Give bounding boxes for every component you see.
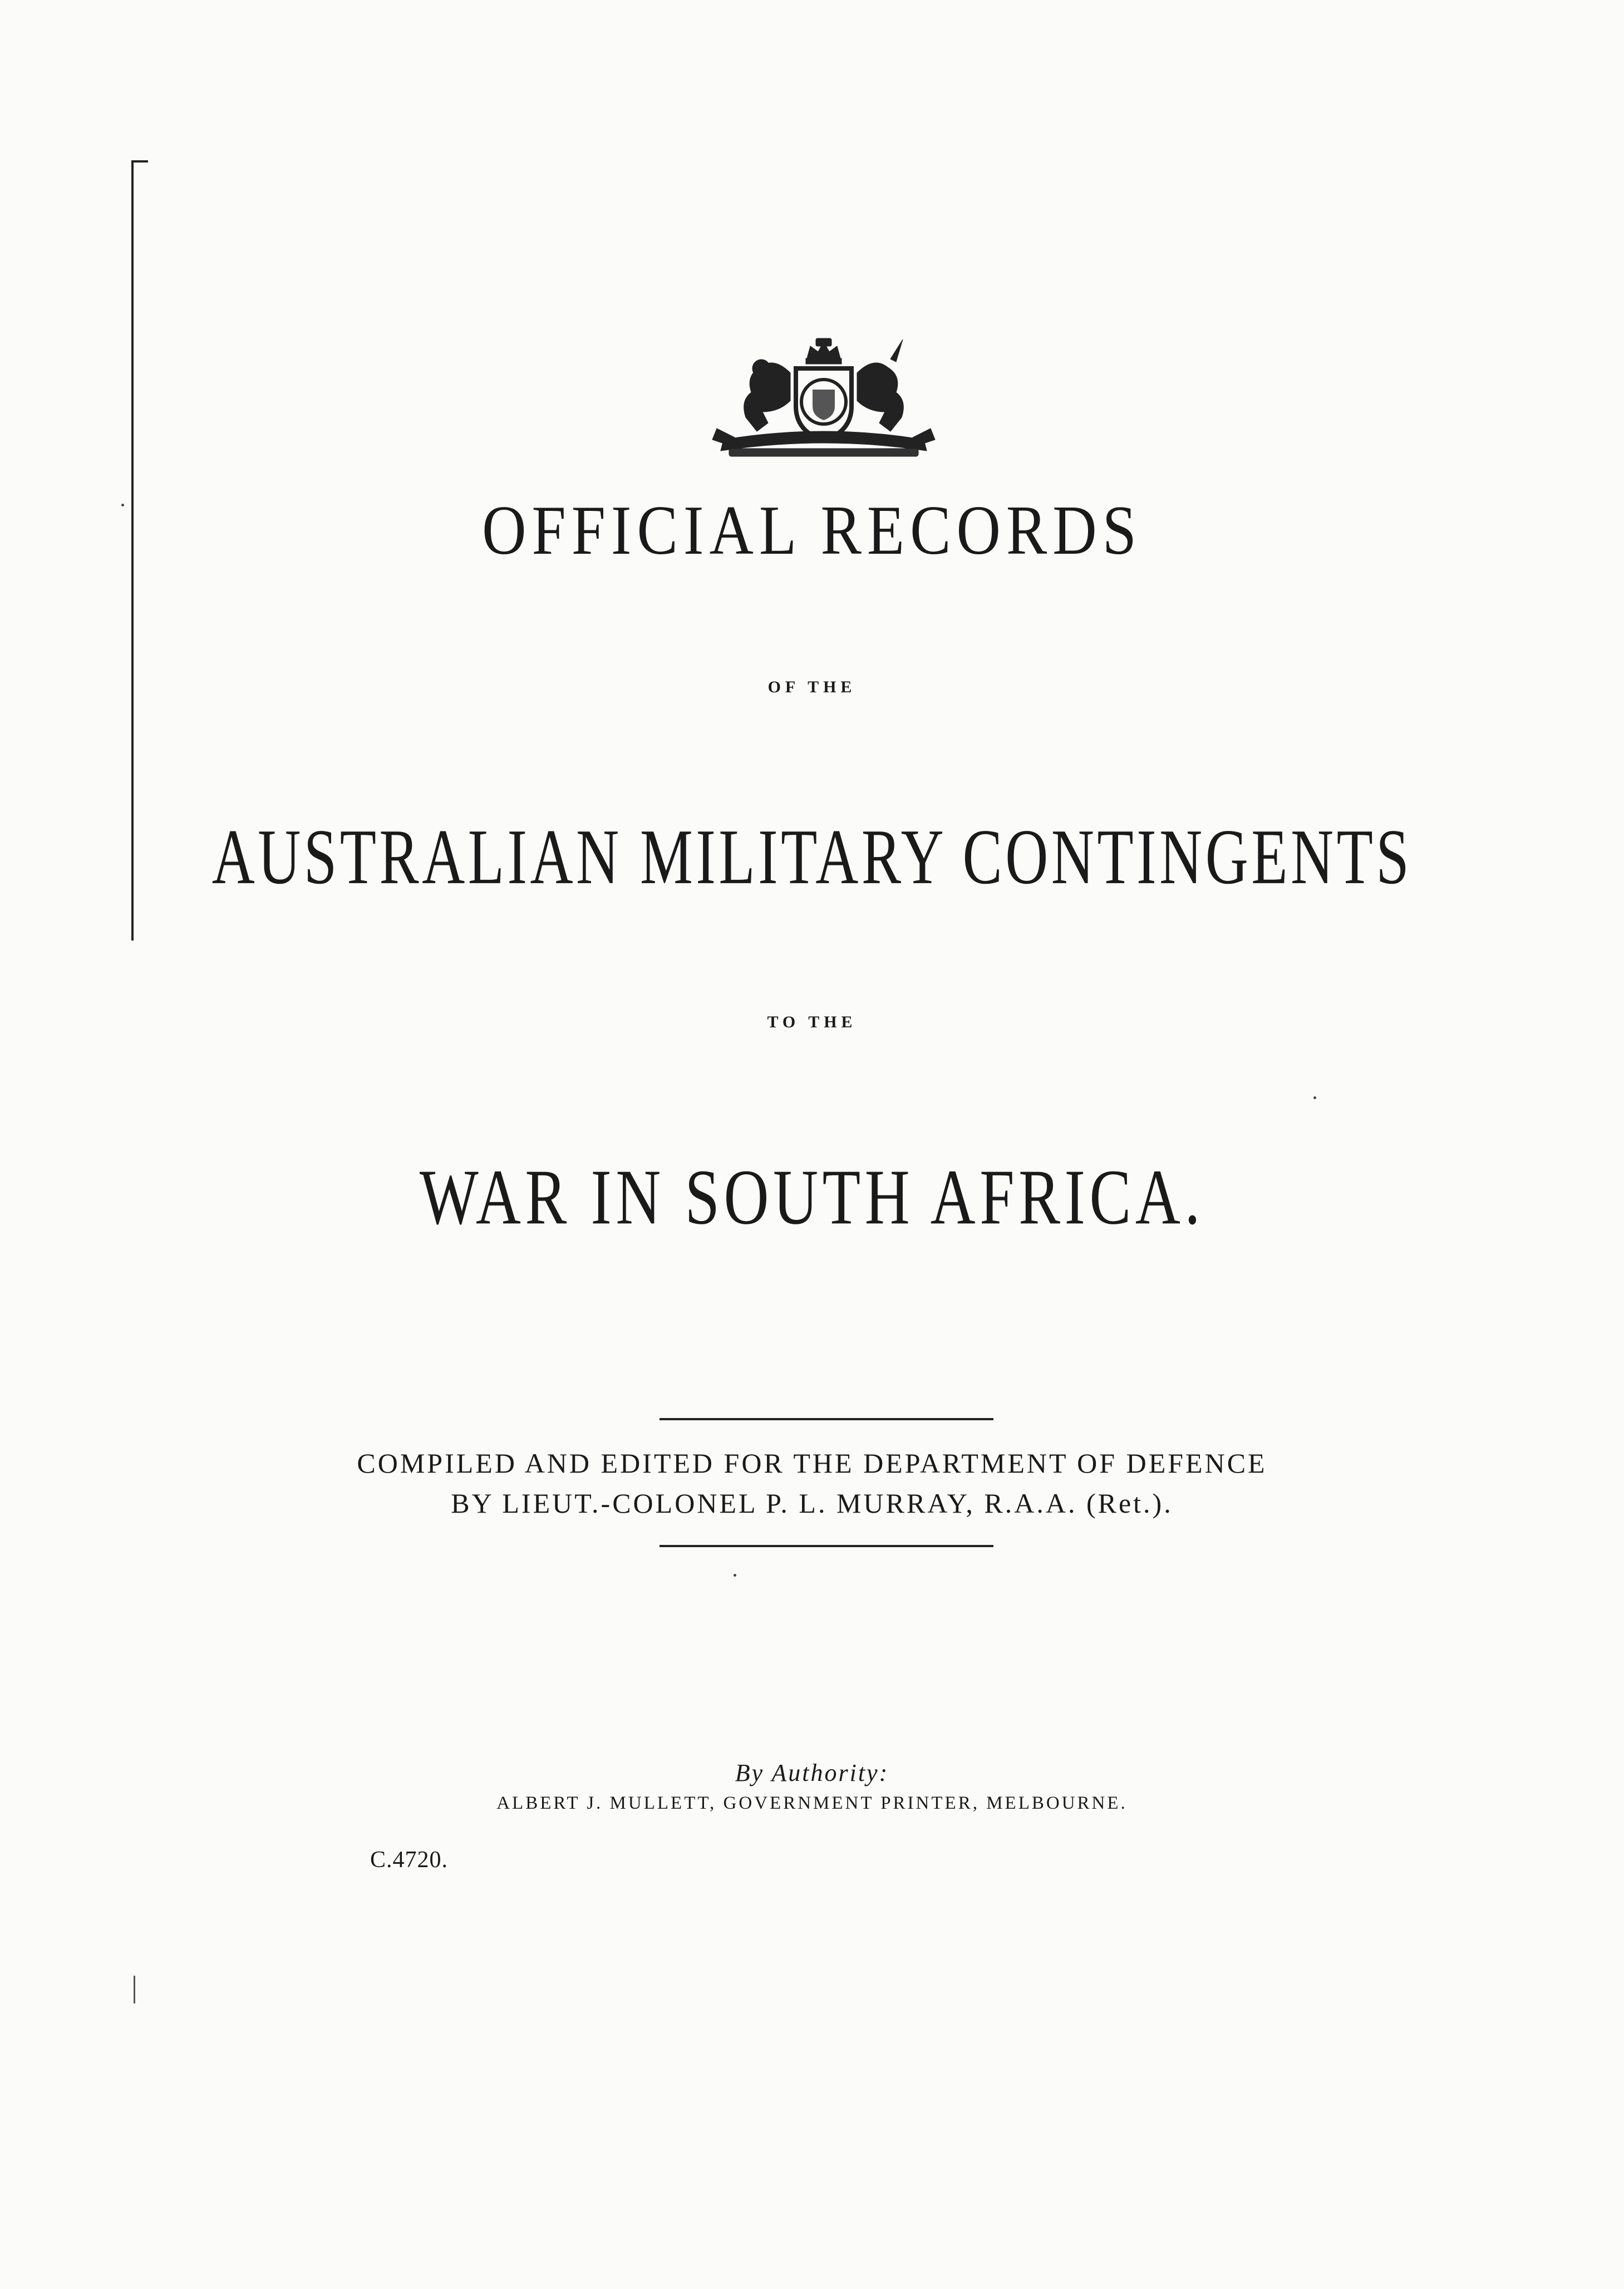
connector-to-the: TO THE: [767, 1013, 857, 1031]
compiled-line-2: BY LIEUT.-COLONEL P. L. MURRAY, R.A.A. (Ret.).: [451, 1488, 1173, 1519]
divider-top: [660, 1418, 993, 1420]
authority-line: By Authority:: [735, 1759, 889, 1786]
printer-line: ALBERT J. MULLETT, GOVERNMENT PRINTER, MELBOURNE.: [496, 1793, 1128, 1813]
royal-coat-of-arms-icon: [707, 334, 941, 459]
connector-of-the: OF THE: [767, 678, 857, 696]
divider-bottom: [660, 1545, 993, 1547]
compiled-line-1: COMPILED AND EDITED FOR THE DEPARTMENT OF DEFENCE: [357, 1448, 1267, 1479]
heading-official-records: OFFICIAL RECORDS: [482, 491, 1142, 569]
page-edge-tick: [131, 160, 148, 163]
speck: [121, 504, 124, 506]
page-edge-mark: [134, 1976, 135, 2004]
heading-australian-military-contingents: AUSTRALIAN MILITARY CONTINGENTS: [211, 814, 1413, 901]
document-number: C.4720.: [370, 1847, 449, 1873]
speck: [734, 1574, 736, 1577]
heading-war-in-south-africa: WAR IN SOUTH AFRICA.: [419, 1153, 1205, 1241]
speck: [1313, 1096, 1316, 1099]
